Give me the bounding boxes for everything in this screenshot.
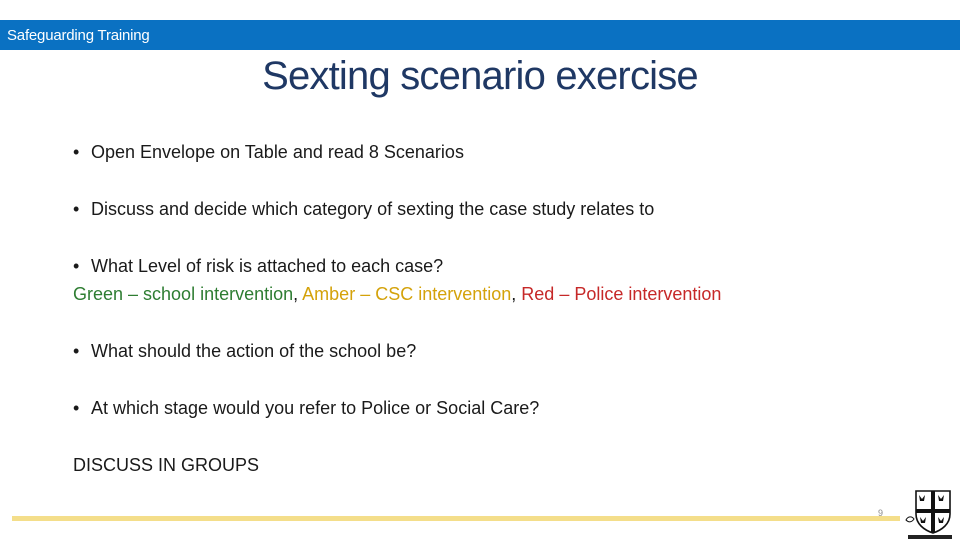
bullet-dot-icon: • — [73, 398, 80, 418]
bullet-dot-icon: • — [73, 199, 80, 219]
closing-text: DISCUSS IN GROUPS — [73, 455, 260, 475]
risk-green: Green – school intervention — [73, 284, 294, 304]
bullet-item: • What Level of risk is attached to each case? — [73, 256, 444, 276]
risk-amber: Amber – CSC intervention — [302, 284, 512, 304]
school-crest-icon — [904, 488, 954, 540]
risk-red: Red – Police intervention — [521, 284, 722, 304]
bullet-dot-icon: • — [73, 341, 80, 361]
bullet-dot-icon: • — [73, 142, 80, 162]
bullet-item: • Discuss and decide which category of sexting the case study relates to — [73, 199, 655, 219]
footer-divider — [12, 516, 900, 521]
bullet-dot-icon: • — [73, 256, 80, 276]
bullet-item: • What should the action of the school be? — [73, 341, 417, 361]
bullet-item: • At which stage would you refer to Police or Social Care? — [73, 398, 540, 418]
header-bar — [0, 20, 960, 50]
risk-levels-line: Green – school intervention, Amber – CSC intervention, Red – Police intervention — [73, 284, 722, 304]
slide-title: Sexting scenario exercise — [262, 54, 698, 98]
header-label: Safeguarding Training — [7, 27, 150, 44]
bullet-item: • Open Envelope on Table and read 8 Scenarios — [73, 142, 464, 162]
page-number: 9 — [878, 508, 884, 518]
